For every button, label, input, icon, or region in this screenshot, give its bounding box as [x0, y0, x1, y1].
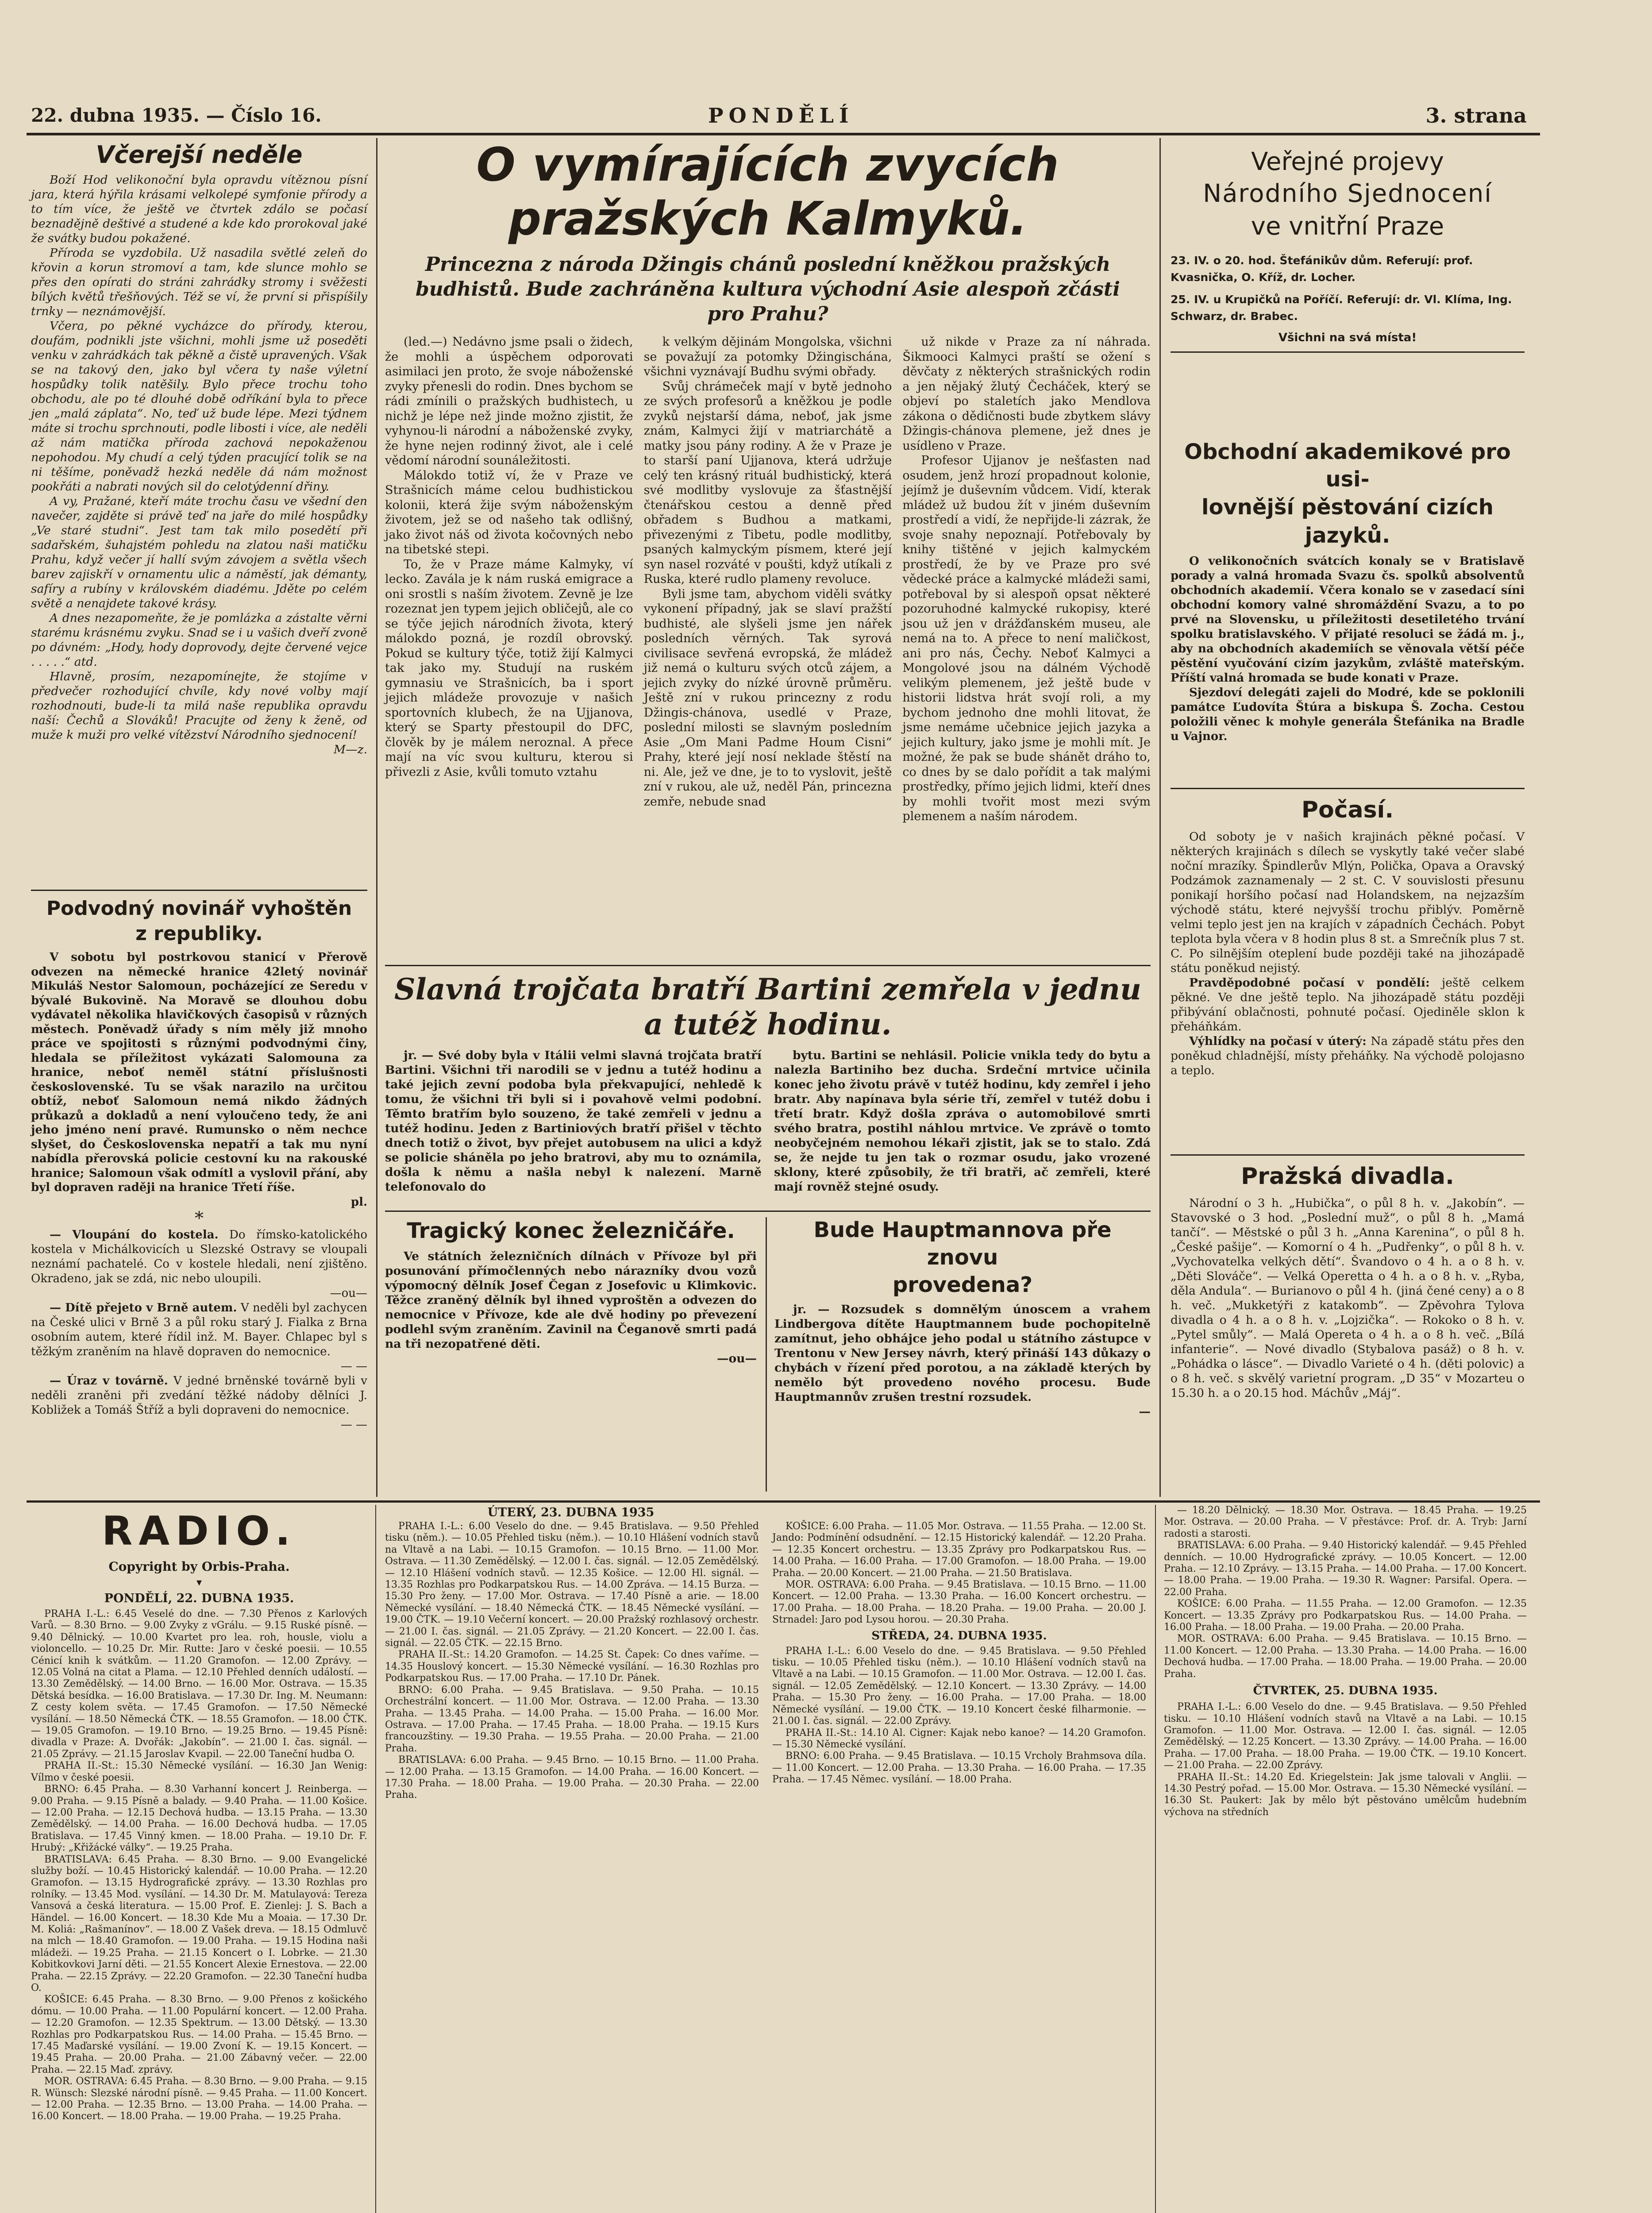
hauptmann-sig: —	[1139, 1405, 1151, 1419]
divadla-body	[1171, 1196, 1525, 1400]
vcerejsi-signature: M—z.	[333, 743, 367, 756]
radio-col-right	[1164, 1505, 1527, 1818]
kalmyci-col3-p1: už nikde v Praze za ní náhrada. Šikmooci Kalmyci praští se ožení s děvčaty z některých strašnických rodin a jen nějaký žlutý Čecháček, který se objeví po staletích jako Mendlova zákona o dědičnosti bude zbytkem slávy Džingis-chánova plemene, jež dnes je usídleno v Praze.	[902, 335, 1151, 453]
vcerejsi-p1: Boží Hod velikonoční byla opravdu vítěznou písní jara, která hýřila krásami velkolepé symfonie přírody a to tím více, že ještě ve čtvrtek zdálo se počasí beznadějně deštivé a studené a kde kdo prorokoval jaké že svátky budou pokažené.	[31, 173, 367, 245]
short-news-kostel-title: — Vloupání do kostela.	[50, 1228, 219, 1241]
zeleznicar-sig: —ou—	[717, 1352, 757, 1365]
zeleznicar-title: Tragický konec železničáře.	[407, 1218, 735, 1243]
short-news-uraz	[31, 1374, 367, 1418]
radio-monday-head: PONDĚLÍ, 22. DUBNA 1935.	[104, 1592, 294, 1605]
radio-thursday-item: PRAHA I.-L.: 6.00 Veselo do dne. — 9.45 Bratislava. — 9.50 Přehled tisku. — 10.10 Hlášení vodních stavů na Vltavě a na Labi. — 10.15 Gramofon. — 11.00 Mor. Ostrava. — 12.00 I. čas. signál. — 12.05 Zemědělský. — 12.25 Koncert. — 13.30 Zprávy. — 14.00 Praha. — 16.00 Praha. — 17.00 Praha. — 18.00 Praha. — 19.00 ČTK. — 19.10 Koncert. — 21.00 Praha. — 22.00 Zprávy.	[1164, 1701, 1527, 1771]
short-news-uraz-text: V jedné brněnské továrně byli v neděli zraněni při zvedání těžké nádoby dělníci J. Kobližek a Tomáš Štříž a byli dopraveni do nemocnice.	[31, 1374, 367, 1417]
radio-monday-item: KOŠICE: 6.45 Praha. — 8.30 Brno. — 9.00 Přenos z košického dómu. — 10.00 Praha. — 11.00 Populární koncert. — 12.00 Praha. — 12.20 Gramofon. — 12.35 Spektrum. — 13.00 Dětský. — 13.30 Rozhlas pro Podkarpatskou Rus. — 14.00 Praha. — 15.45 Brno. — 17.45 Maďarské vysílání. — 19.00 Zvoní K. — 19.15 Koncert. — 19.45 Praha. — 20.00 Praha. — 21.00 Zábavný večer. — 22.00 Praha. — 22.15 Maď. zprávy.	[31, 1994, 367, 2075]
trojcata-col1-p: jr. — Své doby byla v Itálii velmi slavná trojčata bratří Bartini. Všichni tři narodili se v jednu a tutéž hodinu a také jejich zevní podoba byla překvapující, nehledě k tomu, že všichni tři byli si i povahově velmi podobní. Těmto bratřím bylo souzeno, že také zemřeli v jednu a tutéž hodinu. Jeden z Bartiniových bratří přišel v těchto dnech totiž o život, byv přejet autobusem na ulici a když se policie sháněla po jeho bratrovi, aby mu to oznámila, došla k němu a našla nebyl k nalezení. Marně telefonovalo do	[385, 1049, 762, 1194]
kalmyci-col1-p2: Málokdo totiž ví, že v Praze ve Strašnicích máme celou budhistickou kolonii, která žije svým náboženským životem, jež se od našeho tak odlišný, jako život náš od života kočovných nebo na tibetské stepi.	[385, 468, 633, 556]
kalmyci-col-3	[902, 335, 1151, 824]
pocasi-title: Počasí.	[1301, 797, 1394, 823]
short-news-kostel-sig: —ou—	[330, 1287, 367, 1300]
short-news-brno-sig: — —	[340, 1360, 367, 1373]
radio-monday-item: PRAHA II.-St.: 15.30 Německé vysílání. — 16.30 Jan Wenig: Vílmo v české poesii.	[31, 1760, 367, 1783]
column-rule-zel-haupt	[766, 1217, 767, 1492]
radio-col-monday	[31, 1505, 367, 2123]
trojcata-col-1	[385, 1048, 762, 1194]
projevy-title: Veřejné projevy	[1251, 147, 1444, 176]
column-rule-right	[1159, 138, 1161, 1497]
akademie-p1: O velikonočních svátcích konaly se v Bratislavě porady a valná hromada Svazu čs. spolků absolventů obchodních akademií. Včera konalo se v zasedací síni obchodní komory valné shromáždění Svazu, a to po prvé na Slovensku, u příležitosti desetiletého trvání spolku bratislavského. V přijaté resoluci se žádá m. j., aby na obchodních akademiích se věnovala větší péče pěstění vyučování cizím jazykům, zvláště mateřským. Příští valná hromada se bude konati v Praze.	[1171, 555, 1525, 685]
radio-wednesday-item: — 18.20 Dělnický. — 18.30 Mor. Ostrava. — 18.45 Praha. — 19.25 Mor. Ostrava. — 20.00 Praha. — V přestávce: Prof. dr. A. Tryb: Jarní radosti a starosti.	[1164, 1505, 1527, 1539]
vcerejsi-body	[31, 173, 367, 757]
radio-section	[31, 1505, 1527, 2213]
radio-monday-item: BRATISLAVA: 6.45 Praha. — 8.30 Brno. — 9.00 Evangelické služby boží. — 10.45 Historický kalendář. — 10.00 Praha. — 12.20 Gramofon. — 13.15 Hydrografické zprávy. — 13.30 Rozhlas pro rolníky. — 13.45 Mod. vysílání. — 14.30 Dr. M. Matulayová: Tereza Vansová a česká literatura. — 15.00 Prof. E. Zienlej: J. S. Bach a Händel. — 16.00 Koncert. — 18.30 Kde Mu a Moaia. — 17.30 Dr. M. Koliá: „Rašmanínov“. — 18.00 Z Vašek dreva. — 18.15 Odmluvč na mlch — 18.40 Gramofon. — 19.00 Praha. — 19.15 Hodina naši mládeži. — 19.25 Praha. — 21.15 Koncert o I. Lobrke. — 21.30 Kobitkovkovi Jarní děti. — 21.55 Koncert Alexie Ernestova. — 22.00 Praha. — 22.15 Zprávy. — 22.20 Gramofon. — 22.30 Taneční hudba O.	[31, 1854, 367, 1993]
zeleznicar-text: Ve státních železničních dílnách v Přívoze byl při posunování přímočlenných nebo nárazníky dvou vozů výpomocný dělník Josef Čegan z Josefovic u Klimkovic. Těžce zraněný dělník byl ihned vyproštěn a odvezen do nemocnice v Přívoze, kde ale dvě hodiny po převezení podlehl svým zraněním. Zavinil na Čeganově smrti padá na tři nezopatřené děti.	[385, 1249, 757, 1351]
kalmyci-col1-p3: To, že v Praze máme Kalmyky, ví lecko. Zavála je k nám ruská emigrace a oni srostli s naším životem. Zevně je lze rozeznat jen typem jejich obličejů, ale co se týče jejich národních života, který málokdo pozná, je rozdíl obrovský. Pokud se kultury týče, totiž žijí Kalmyci tak jako my. Studují na ruském gymnasiu ve Strašnicích, ba i sport jejich mládeže provozuje v našich sportovních klubech, že na Ujjanova, který se Sparty přestoupil do DFC, člověk by je málem neroznal. A přece mají na víc svou kulturu, kterou si přivezli z Asie, kvůli tomuto vztahu	[385, 557, 633, 779]
page-header	[31, 102, 1527, 128]
short-news-block	[31, 1228, 367, 1432]
radio-wednesday-item: PRAHA I.-L.: 6.00 Veselo do dne. — 9.45 Bratislava. — 9.50 Přehled tisku. — 10.05 Přehled tisku (něm.). — 10.10 Hlášení vodních stavů na Vltavě a na Labi. — 10.15 Gramofon. — 11.00 Mor. Ostrava. — 12.00 I. čas. signál. — 12.05 Zemědělský. — 12.10 Koncert. — 13.30 Zprávy. — 14.00 Praha. — 15.30 Pro ženy. — 16.00 Praha. — 17.00 Praha. — 18.00 Německé vysílání. — 19.00 ČTK. — 19.10 Koncert české filharmonie. — 21.00 I. čas. signál. — 22.00 Zprávy.	[772, 1645, 1146, 1727]
hauptmann-title-2: provedena?	[892, 1272, 1033, 1297]
radio-tuesday-item: PRAHA I.-L.: 6.00 Veselo do dne. — 9.45 Bratislava. — 9.50 Přehled tisku (něm.). — 10.05 Přehled tisku (něm.). — 10.10 Hlášení vodních stavů na Vltavě a na Labi. — 10.15 Gramofon. — 10.15 Brno. — 11.00 Mor. Ostrava. — 11.30 Zemědělský. — 12.00 I. čas. signál. — 12.05 Zemědělský. — 12.10 Hlášení vodních stavů. — 12.35 Košice. — 12.00 Hl. signál. — 13.35 Rozhlas pro Podkarpatskou Rus. — 14.00 Zpráva. — 14.15 Burza. — 15.30 Pro ženy. — 17.00 Mor. Ostrava. — 17.40 Písně a arie. — 18.00 Německé vysílání. — 18.40 Německá ČTK. — 18.45 Německé vysílání. — 19.00 ČTK. — 19.10 Večerní koncert. — 20.00 Pražský rozhlasový orchestr. — 21.00 I. čas. signál. — 21.05 Zprávy. — 21.20 Koncert. — 22.00 I. čas. signál. — 22.05 ČTK. — 22.15 Brno.	[385, 1521, 759, 1649]
divider-right-2	[1171, 1154, 1525, 1156]
projevy-title-2: Národního Sjednocení	[1203, 179, 1492, 208]
pocasi-p3-text: Na západě státu přes den poněkud chladnější, místy přeháňky. Na východě polojasno a teplo.	[1171, 1034, 1525, 1077]
short-news-kostel	[31, 1228, 367, 1286]
radio-wednesday-right	[1164, 1505, 1527, 1680]
radio-wednesday-item: BRNO: 6.00 Praha. — 9.45 Bratislava. — 10.15 Vrcholy Brahmsova díla. — 11.00 Koncert. — 12.00 Praha. — 13.30 Praha. — 16.00 Praha. — 17.35 Praha. — 17.45 Němec. vysílání. — 18.00 Praha.	[772, 1750, 1146, 1785]
hauptmann-title: Bude Hauptmannova pře znovu	[813, 1218, 1112, 1270]
akademie-title-2: lovnější pěstování cizích jazyků.	[1201, 495, 1494, 548]
article-trojcata	[385, 972, 1151, 1194]
pocasi-p3-lead: Výhlídky na počasí v úterý:	[1189, 1034, 1367, 1048]
radio-monday-list	[31, 1608, 367, 2123]
radio-col-tuesday	[385, 1505, 1146, 1801]
radio-tuesday-columns	[385, 1521, 1146, 1801]
novinar-text: V sobotu byl postrkovou stanicí v Přerově odvezen na německé hranice 42letý novinář Mikuláš Nestor Salomoun, pocházející ze Seredu v bývalé Bukovině. Na Moravě se dlouhou dobu vydávatel několika hlavičkových časopisů v různých městech. Poněvadž úřady s ním měly již mnoho práce ve spojitosti s různými podvodnými činy, hledala se příležitost vykázati Salomouna za hranice, neboť neměl státní příslušnosti československé. Tu se však narazilo na určitou obtíž, neboť Salomoun nemá nikdo žádných průkazů a dokladů a není vyloučeno tedy, že ani jeho jméno není pravé. Rumunsko o něm nechce slyšet, do Československa nepatří a tak mu nyní nabídla přerovská policie cestovní ku na rakouské hranice; Salomoun však odmítl a vyslovil přání, aby byl dopraven raději na hranice Třetí říše.	[31, 951, 367, 1194]
novinar-title-2: z republiky.	[135, 922, 263, 945]
divider-mid-1	[385, 965, 1151, 966]
projevy-title-3: ve vnitřní Praze	[1251, 212, 1444, 241]
article-zeleznicar	[385, 1216, 757, 1366]
akademie-body	[1171, 554, 1525, 744]
article-kalmyci	[385, 138, 1151, 824]
projevy-footer: Všichni na svá místa!	[1278, 331, 1417, 344]
radio-monday-item: MOR. OSTRAVA: 6.45 Praha. — 8.30 Brno. — 9.00 Praha. — 9.15 R. Wünsch: Slezské národní písně. — 9.45 Praha. — 11.00 Koncert. — 12.00 Praha. — 12.35 Brno. — 13.00 Praha. — 14.00 Praha. — 16.00 Koncert. — 18.00 Praha. — 19.00 Praha. — 19.25 Praha.	[31, 2076, 367, 2122]
pocasi-p2	[1171, 975, 1525, 1034]
radio-wednesday-item: MOR. OSTRAVA: 6.00 Praha. — 9.45 Bratislava. — 10.15 Brno. — 11.00 Koncert. — 12.00 Praha. — 13.30 Praha. — 14.00 Praha. — 16.00 Dechová hudba. — 17.00 Praha. — 18.00 Praha. — 19.00 Praha. — 20.00 Praha.	[1164, 1633, 1527, 1680]
radio-tuesday-item: BRNO: 6.00 Praha. — 9.45 Bratislava. — 9.50 Praha. — 10.15 Orchestrální koncert. — 11.00 Mor. Ostrava. — 12.00 Praha. — 13.30 Praha. — 13.45 Praha. — 14.00 Praha. — 15.00 Praha. — 16.00 Mor. Ostrava. — 17.00 Praha. — 17.45 Praha. — 18.00 Praha. — 19.15 Kurs francouzštiny. — 19.30 Praha. — 19.55 Praha. — 20.00 Praha. — 21.00 Praha.	[385, 1684, 759, 1754]
header-rule	[27, 133, 1540, 135]
radio-title: RADIO.	[102, 1508, 297, 1554]
box-verejne-projevy	[1171, 146, 1525, 353]
radio-tuesday-item: BRATISLAVA: 6.00 Praha. — 9.45 Brno. — 10.15 Brno. — 11.00 Praha. — 12.00 Praha. — 13.15 Gramofon. — 14.00 Praha. — 16.00 Koncert. — 17.30 Praha. — 18.00 Praha. — 19.00 Praha. — 20.30 Praha. — 22.00 Praha.	[385, 1754, 759, 1801]
kalmyci-col-2	[644, 335, 892, 824]
short-news-brno-title: — Dítě přejeto v Brně autem.	[50, 1301, 237, 1315]
article-prazska-divadla	[1171, 1160, 1525, 1400]
divider-radio	[27, 1500, 1540, 1503]
kalmyci-col1-p1: (led.—) Nedávno jsme psali o židech, že mohli a úspěchem odporovati asimilaci jen proto, že svoje náboženské zvyky přenesli do rodin. Dnes bychom se rádi zmínili o pražských budhistech, u nichž je lépe než jinde možno zjistit, že vyhynou-li národní a náboženské zvyky, že hyne nejen rodinný život, ale i celé vědomí národní sounáležitosti.	[385, 335, 633, 467]
akademie-p2: Sjezdoví delegáti zajeli do Modré, kde se poklonili památce Ľudovíta Štúra a biskupa Š. Zocha. Cestou položili věnec k mohyle generála Štefánika na Bradle u Vajnor.	[1171, 686, 1525, 743]
kalmyci-col-1	[385, 335, 633, 824]
header-date-issue: 22. dubna 1935. — Číslo 16.	[31, 104, 322, 126]
radio-tuesday-head: ÚTERÝ, 23. DUBNA 1935	[487, 1506, 655, 1519]
hauptmann-text: jr. — Rozsudek s domnělým únoscem a vrahem Lindbergova dítěte Hauptmannem bude pochopitelně zamítnut, jeho obhájce jeho podal u státního zástupce v Trentonu v New Jersey návrh, který přináší 143 důkazy o chybách v řízení před porotou, a na základě kterých by nemělo být provedeno nového procesu. Bude Hauptmannův zrušen trestní rozsudek.	[774, 1303, 1151, 1404]
radio-tuesday-item: KOŠICE: 6.00 Praha. — 11.05 Mor. Ostrava. — 11.55 Praha. — 12.00 St. Jando: Podmínění odsudnění. — 12.15 Historický kalendář. — 12.20 Praha. — 12.35 Koncert orchestru. — 13.35 Zprávy pro Podkarpatskou Rus. — 14.00 Praha. — 16.00 Praha. — 17.00 Gramofon. — 18.00 Praha. — 19.00 Praha. — 20.00 Koncert. — 21.00 Praha. — 21.50 Bratislava.	[772, 1521, 1146, 1579]
radio-tuesday-col-b	[772, 1521, 1146, 1801]
vcerejsi-title: Včerejší neděle	[96, 141, 303, 169]
radio-wednesday-head: STŘEDA, 24. DUBNA 1935.	[871, 1629, 1047, 1642]
pocasi-body	[1171, 829, 1525, 1078]
divider-mid-2	[385, 1211, 1151, 1212]
novinar-signature: pl.	[350, 1195, 367, 1209]
novinar-body	[31, 950, 367, 1209]
article-akademie	[1171, 438, 1525, 744]
kalmyci-subtitle: Princezna z národa Džingis chánů poslední kněžkou pražských budhistů. Bude zachráněna kultura východní Asie alespoň zčásti pro Prahu?	[416, 253, 1120, 325]
divadla-title: Pražská divadla.	[1241, 1163, 1454, 1190]
hauptmann-body	[774, 1302, 1151, 1419]
radio-wednesday-item: PRAHA II.-St.: 14.10 Al. Cigner: Kajak nebo kanoe? — 14.20 Gramofon. — 15.30 Německé vysílání.	[772, 1727, 1146, 1750]
pocasi-p3	[1171, 1034, 1525, 1078]
radio-rule-1	[375, 1505, 376, 2213]
divider-left-1	[31, 890, 367, 891]
vcerejsi-p3: Včera, po pěkné vycházce do přírody, kterou, doufám, podnikli jste všichni, mohli jsme už poseděti venku v zahrádkách tak pěkně a čistě upravených. Však se na takový den, jako byl včera ty naše výletní hospůdky tolik natěšily. Bylo přece trochu toho obchodu, ale po té dlouhé době odříkání byla to přece jen „malá záplata“. No, teď už bude lépe. Mezi týdnem máte si trochu sprchnouti, podle libosti i více, ale neděli až nám matička příroda zachová nepokaženou nepohodou. My chudí a celý týden pracující tolik se na ni těšíme, poněvadž hezká neděle dá nám možnost pookřáti a nabrati nových sil do celotýdenní dřiny.	[31, 319, 367, 493]
trojcata-columns	[385, 1048, 1151, 1194]
radio-wednesday-item: KOŠICE: 6.00 Praha. — 11.55 Praha. — 12.00 Gramofon. — 12.35 Koncert. — 13.35 Zprávy pro Podkarpatskou Rus. — 14.00 Praha. — 16.00 Praha. — 18.00 Praha. — 19.00 Praha. — 20.00 Praha.	[1164, 1598, 1527, 1633]
projevy-item-1: 23. IV. o 20. hod. Štefánikův dům. Referují: prof. Kvasnička, O. Kříž, dr. Locher.	[1171, 254, 1473, 284]
pocasi-p2-text: ještě celkem pěkné. Ve dne ještě teplo. Na jihozápadě státu později přibývání oblačnosti, pohnuté počasí. Ojediněle sklon k přeháňkám.	[1171, 976, 1525, 1033]
pocasi-p1: Od soboty je v našich krajinách pěkné počasí. V některých krajinách s dílech se vyskytly také večer slabé noční mrazíky. Špindlerův Mlýn, Polička, Opava a Oravský Podzámok zaznamenaly — 2 st. C. V souvislosti přesunu ponikají horšího počasí nad Holandskem, na nejzazším východě státu, které nejvyšší trochu přiblýv. Poměrně velmi teplo jest jen na krajích v západních Čechách. Pobyt teplota byla včera v 8 hodin plus 8 st. a Smrečník plus 7 st. C. Po silnějším oteplení bude později také na jihozápadě státu poněkud nejistý.	[1171, 830, 1525, 975]
short-news-brno-text: V neděli byl zachycen na České ulici v Brně 3 a půl roku starý J. Fialka z Brna osobním autem, které řídil inž. M. Bayer. Chlapec byl s těžkým zraněním na hlavě dopraven do nemocnice.	[31, 1301, 368, 1358]
vcerejsi-p4: A vy, Pražané, kteří máte trochu času ve všední den navečer, zajděte si právě teď na jaře do milé hospůdky „Ve staré studni“. Jest tam tak milo posedětí při sadařském, šuhajstém pohledu na zlatou naši matičku Prahu, když večer jí hallí svým závojem a světla všech barev zajiskří v ornamentu ulic a náměstí, jak démanty, safíry a rubíny v královském diadému. Jděte po celém světě a nenajdete takové krásy.	[31, 494, 367, 610]
trojcata-col-2	[774, 1048, 1151, 1194]
radio-tuesday-col-a	[385, 1521, 759, 1801]
vcerejsi-p5: A dnes nezapomeňte, že je pomlázka a zástalte věrni starému krásnému zvyku. Snad se i u vašich dveří zvoně po dávném: „Hody, hody doprovody, dejte červené vejce . . . . .“ atd.	[31, 611, 367, 669]
kalmyci-title-2: pražských Kalmyků.	[508, 192, 1028, 246]
radio-monday-item: PRAHA I.-L.: 6.45 Veselé do dne. — 7.30 Přenos z Karlových Varů. — 8.30 Brno. — 9.00 Zvyky z vGrálu. — 9.15 Ruské písně. — 9.40 Dělnický. — 10.00 Kvartet pro lea. roh, housle, violu a violoncello. — 10.25 Dr. Mir. Rutte: Jaro v české poesii. — 10.55 Cénicí knih k svátkům. — 11.20 Gramofon. — 12.00 Zprávy. — 12.05 Volná na citat a Plama. — 12.10 Přehled denních událostí. — 13.30 Zemědělský. — 14.00 Brno. — 16.00 Mor. Ostrava. — 15.35 Dětská besídka. — 16.00 Bratislava. — 17.30 Dr. Ing. M. Neumann: Z cesty kolem světa. — 17.45 Gramofon. — 17.50 Německé vysílání. — 18.50 Německá ČTK. — 18.55 Gramofon. — 18.00 ČTK. — 19.05 Gramofon. — 19.10 Brno. — 19.25 Brno. — 19.45 Písně: divadla v Praze: A. Dvořák: „Jakobín“. — 21.00 I. čas. signál. — 21.05 Zprávy. — 21.15 Jaroslav Kvapil. — 22.00 Taneční hudba O.	[31, 1608, 367, 1760]
short-news-star: *	[195, 1208, 204, 1229]
column-rule-left	[376, 138, 377, 1497]
novinar-title: Podvodný novinář vyhoštěn	[46, 897, 352, 920]
short-news-kostel-text: Do římsko-katolického kostela v Michálkovicích u Slezské Ostravy se vloupali neznámí pachatelé. Co v kostele hledali, není zjištěno. Okradeno, jak se zdá, nic nebo uloupili.	[31, 1228, 368, 1285]
divider-right-1	[1171, 788, 1525, 789]
kalmyci-col2-p2: Svůj chrámeček mají v bytě jednoho ze svých profesorů a kněžkou je podle zvyků nejstarší dáma, neboť, jak jsme znám, Kalmyci žijí v matriarchátě a matky jsou pány rodiny. A že v Praze je to starší paní Ujjanova, která udržuje celý ten krásný rituál budhistický, která své modlitby vyslovuje za šťastnější čtenářskou cestou a denně před obřadem s Budhou a matkami, přivezenými z Tibetu, podle modlitby, psaných kalmyckým písmem, které její syn nasel rozváté v poušti, když utíkali z Ruska, které rudlo plameny revoluce.	[643, 379, 892, 586]
akademie-title: Obchodní akademikové pro usi-	[1184, 440, 1511, 492]
radio-copyright: Copyright by Orbis-Praha.	[108, 1559, 290, 1574]
divadla-text: Národní o 3 h. „Hubička“, o půl 8 h. v. „Jakobín“. — Stavovské o 3 hod. „Poslední muž“, o půl 8 h. „Mamá tančí“. — Městské o půl 3 h. „Anna Karenina“, o půl 8 h. „České pašije“. — Komorní o 4 h. „Pudřenky“, o půl 8 h. v. „Vychovatelka velkých dětí“. Švandovo o 4 h. a o 8 h. v. „Děti Slováče“. — Velká Operetta o 4 h. a o 8 h. v. „Ryba, děla Andula“. — Burianovo o půl 4 h. (jiná čené ceny) a o 8 h. več. „Mukketýři z katakomb“. — Zpěvohra Tylova divadla o 4 h. a o 8 h. v. „Lojzička“. — Rokoko o 8 h. v. „Pytel smůly“. — Malá Opereta o 4 h. a o 8 h. več. „Bílá infanterie“. — Nové divadlo (Stybalova pasáž) o 8 h. v. „Pohádka o lásce“. — Divadlo Varieté o 4 h. (děti polovic) a o 8 h. več. s skvělý varietní program. „D 35“ v Mozarteu o 15.30 h. a o 20.15 hod. Máchův „Máj“.	[1171, 1196, 1525, 1400]
header-page: 3. strana	[1425, 104, 1527, 127]
vcerejsi-p2: Příroda se vyzdobila. Už nasadila světlé zeleň do křovin a korun stromoví a tam, kde slunce mohlo se přes den opírati do stráni zahrádky stromy i svěžesti bílých květů třešňových. Též se ví, že první si přispíšily trnky — neznámovější.	[31, 246, 367, 318]
radio-tuesday-item: PRAHA II.-St.: 14.20 Gramofon. — 14.25 St. Čapek: Co dnes vaříme. — 14.35 Houslový koncert. — 15.30 Německé vysílání. — 16.30 Rozhlas pro Podkarpatskou Rus. — 17.00 Praha. — 17.10 Dr. Pánek.	[385, 1649, 759, 1684]
trojcata-title-2: a tutéž hodinu.	[644, 1007, 892, 1041]
trojcata-col2-p: bytu. Bartini se nehlásil. Policie vnikla tedy do bytu a nalezla Bartiniho bez ducha. Srdeční mrtvice učinila konec jeho životu právě v tutéž hodinu, kdy zemřel i jeho bratr. Aby napínava byla série tří, zemřel v tutéž dobu i třetí bratr. Když došla zpráva o automobilové smrti svého bratra, postihl náhlou mrtvice. Ve zprávě o tomto neobyčejném nemohou lékaři zjistit, jak se to stalo. Zdá se, že nejde tu jen tak o rozmar osudu, jako vrozené sklony, které způsobily, že tři bratři, ač zemřeli, které mají rovněž stejné osudy.	[774, 1049, 1151, 1194]
short-news-uraz-title: — Úraz v továrně.	[50, 1374, 168, 1388]
article-hauptmann	[774, 1216, 1151, 1419]
zeleznicar-body	[385, 1249, 757, 1366]
short-news-uraz-sig: — —	[340, 1418, 367, 1431]
pocasi-p2-lead: Pravděpodobné počasí v pondělí:	[1189, 976, 1430, 990]
radio-thursday-head: ČTVRTEK, 25. DUBNA 1935.	[1253, 1684, 1438, 1698]
kalmyci-columns	[385, 335, 1151, 824]
article-pocasi	[1171, 793, 1525, 1078]
vcerejsi-p6: Hlavně, prosím, nezapomínejte, že stojíme v předvečer rozhodující chvíle, kdy nové volby mají rozhodnouti, bude-li ta milá naše republika opravdu naší: Čechů a Slováků! Pracujte od ženy k ženě, od muže k muži pro velké vítězství Národního sjednocení!	[31, 670, 367, 742]
kalmyci-col3-p2: Profesor Ujjanov je nešťasten nad osudem, jenž hrozí propadnout kolonie, jejímž je duševním vůdcem. Vidí, kterak mládež už budou žít v jiném duševním prostředí a vidí, že nepřijde-li zázrak, že svoje snahy nepoznají. Potřebovaly by knihy tištěné v jejich kalmyckém prostředí, že by ve Praze pro své vědecké práce a kalmycké mládeži sami, potřeboval by si alespoň opsat některé pozoruhodné kalmycké rukopisy, které jsou už jen v drážďanském museu, ale nemá na to. A přece to není maličkost, ani pro nás, Čechy. Neboť Kalmyci a Mongolové jsou na dálném Východě velikým plemenem, jež ještě bude v historii lidstva hrát svojí roli, a my bychom jednoho dne mohli litovat, že jsme nemáme učebnice jejich jazyka a jejich kultury, jako jsme je mohli mít. Je možné, že pak se bude shánět dráho to, co dnes by se dalo pořídit a tak malými prostředky, přímo jejich lidmi, kteří dnes by mohli tvořit most mezi svým plemenem a naším národem.	[902, 454, 1151, 823]
kalmyci-title: O vymírajících zvycích	[476, 138, 1059, 192]
header-day: PONDĚLÍ	[708, 104, 854, 127]
radio-rule-2	[1155, 1505, 1156, 2213]
radio-thursday-list	[1164, 1701, 1527, 1818]
radio-copyright-mark: ▾	[196, 1576, 202, 1588]
kalmyci-col2-p3: Byli jsme tam, abychom viděli svátky vykonení případný, jak se slaví pražští budhisté, ale slyšeli jsme jen nářek posledních věrných. Tak syrová civilisace sevřená evropská, že mládež již nemá o kulturu svých otců zájem, a jejich zvyky do nízké úrovně průměru. Ještě zní v rukou princezny z rodu Džingis-chánova, usedlé v Praze, poslední milosti se slavným posledním Asie „Om Mani Padme Houm Cisni“ Prahy, které její nosí neklade štěstí na ni. Ale, jež ve dne, je to to vyslovit, ještě zní v rukou, ale už, neděl Pán, princezna zemře, nebude snad	[643, 587, 892, 809]
kalmyci-col2-p1: k velkým dějinám Mongolska, všichni se považují za potomky Džingischána, všichni vyznávají Budhu svými obřady.	[643, 335, 892, 378]
article-podvodny-novinar	[31, 896, 367, 1432]
radio-monday-item: BRNO: 6.45 Praha. — 8.30 Varhanní koncert J. Reinberga. — 9.00 Praha. — 9.15 Písně a balady. — 9.40 Praha. — 11.00 Košice. — 12.00 Praha. — 12.15 Dechová hudba. — 13.15 Praha. — 13.30 Zemědělský. — 14.00 Praha. — 16.00 Dechová hudba. — 17.05 Bratislava. — 17.45 Vinný kmen. — 18.00 Praha. — 19.10 Dr. F. Hrubý: „Křižácké války“. — 19.25 Praha.	[31, 1784, 367, 1854]
projevy-item-2: 25. IV. u Krupičků na Poříčí. Referují: dr. Vl. Klíma, Ing. Schwarz, dr. Brabec.	[1171, 293, 1512, 323]
radio-wednesday-item: BRATISLAVA: 6.00 Praha. — 9.40 Historický kalendář. — 9.45 Přehled denních. — 10.00 Hydrografické zprávy. — 10.05 Koncert. — 12.00 Praha. — 12.10 Zprávy. — 13.15 Praha. — 14.00 Praha. — 17.00 Koncert. — 18.00 Praha. — 19.00 Praha. — 19.30 R. Wagner: Parsifal. Opera. — 22.00 Praha.	[1164, 1540, 1527, 1598]
article-vcerejsi-nedele	[31, 141, 367, 757]
trojcata-title: Slavná trojčata bratří Bartini zemřela v jednu	[394, 972, 1142, 1006]
short-news-brno	[31, 1301, 367, 1359]
radio-tuesday-item: MOR. OSTRAVA: 6.00 Praha. — 9.45 Bratislava. — 10.15 Brno. — 11.00 Koncert. — 12.00 Praha. — 13.30 Praha. — 16.00 Koncert orchestru. — 17.00 Praha. — 18.00 Praha. — 18.20 Praha. — 19.00 Praha. — 20.00 J. Strnadel: Jaro pod Lysou horou. — 20.30 Praha.	[772, 1579, 1146, 1626]
radio-thursday-item: PRAHA II.-St.: 14.20 Ed. Kriegelstein: Jak jsme talovali v Anglii. — 14.30 Pestrý pořad. — 15.00 Mor. Ostrava. — 15.30 Německé vysílání. — 16.30 St. Paukert: Jak by mělo být pěstováno umělcům hudebním výchova na středních	[1164, 1771, 1527, 1818]
